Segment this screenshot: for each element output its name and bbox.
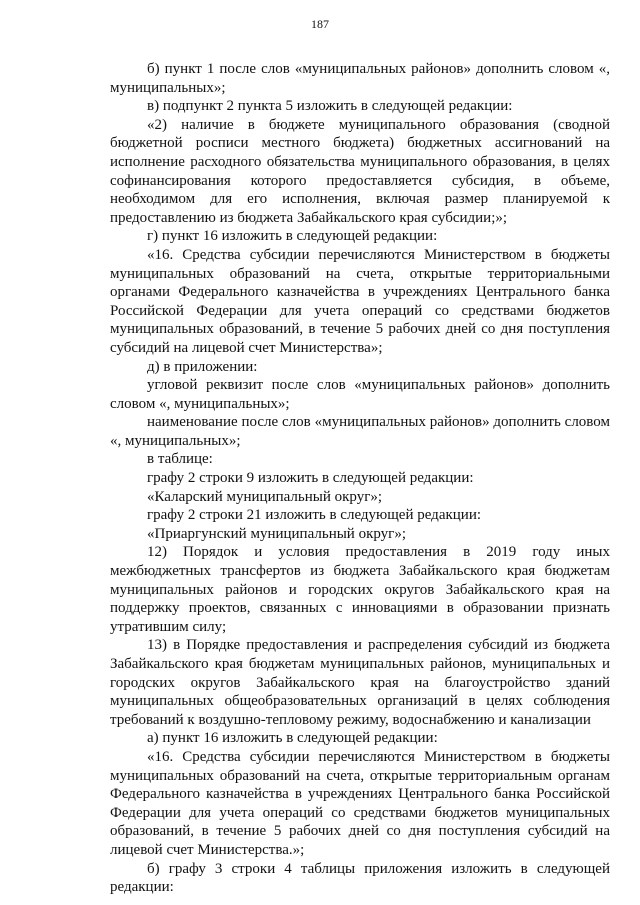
paragraph-row21: графу 2 строки 21 изложить в следующей редакции: xyxy=(147,507,482,524)
paragraph-quote-16-first: «16. Средства субсидии перечисляются Министерством в бюджеты муниципальных образований на счета, открытые территориальными органами Федерального казначейства в учреждениях Центрального банка Российской Федерации для учета операций со средствами бюджетов муниципальных образований, в течение 5 рабочих дней со дня поступления субсидий на лицевой счет Министерства»; xyxy=(110,246,610,356)
document-body xyxy=(110,60,610,897)
paragraph-row9: графу 2 строки 9 изложить в следующей редакции: xyxy=(147,470,474,487)
page-number: 187 xyxy=(311,17,329,31)
paragraph-quote-2: «2) наличие в бюджете муниципального образования (сводной бюджетной росписи местного бюджета) бюджетных ассигнований на исполнение расходного обязательства муниципального образования, в целях софинансирования которого предоставляется субсидия, в объеме, необходимом для его исполнения, включая размер планируемой к предоставлению из бюджета Забайкальского края субсидии;»; xyxy=(110,116,610,226)
paragraph-d-appendix: д) в приложении: xyxy=(147,358,258,375)
paragraph-b-column3: б) графу 3 строки 4 таблицы приложения изложить в следующей редакции: xyxy=(110,860,610,896)
paragraph-kalarsky: «Каларский муниципальный округ»; xyxy=(147,488,383,505)
paragraph-in-table: в таблице: xyxy=(147,451,213,468)
paragraph-corner-requisite: угловой реквизит после слов «муниципальных районов» дополнить словом «, муниципальных»; xyxy=(110,377,610,412)
paragraph-a-point16: а) пункт 16 изложить в следующей редакции: xyxy=(147,730,438,747)
paragraph-v-subpoint2: в) подпункт 2 пункта 5 изложить в следующей редакции: xyxy=(147,98,513,115)
paragraph-b-point1: б) пункт 1 после слов «муниципальных районов» дополнить словом «, муниципальных»; xyxy=(110,61,610,96)
paragraph-priargunsky: «Приаргунский муниципальный округ»; xyxy=(147,525,406,542)
paragraph-g-point16: г) пункт 16 изложить в следующей редакции: xyxy=(147,228,438,245)
paragraph-title-change: наименование после слов «муниципальных районов» дополнить словом «, муниципальных»; xyxy=(110,414,610,449)
paragraph-quote-16-second: «16. Средства субсидии перечисляются Министерством в бюджеты муниципальных образований на счета, открытые территориальным органам Федерального казначейства в учреждениях Центрального банка Российской Федерации для учета операций со средствами бюджетов муниципальных образований, в течение 5 рабочих дней со дня поступления субсидий на лицевой счет Министерства.»; xyxy=(110,748,610,858)
paragraph-item-12: 12) Порядок и условия предоставления в 2019 году иных межбюджетных трансфертов из бюджета Забайкальского края бюджетам муниципальных районов и городских округов Забайкальского края на поддержку проектов, связанных с инновациями в образовании признать утратившим силу; xyxy=(110,544,610,635)
paragraph-item-13: 13) в Порядке предоставления и распределения субсидий из бюджета Забайкальского края бюджетам муниципальных районов, муниципальных и городских округов Забайкальского края на благоустройство зданий муниципальных общеобразовательных организаций в целях соблюдения требований к воздушно-тепловому режиму, водоснабжению и канализации xyxy=(110,637,610,728)
